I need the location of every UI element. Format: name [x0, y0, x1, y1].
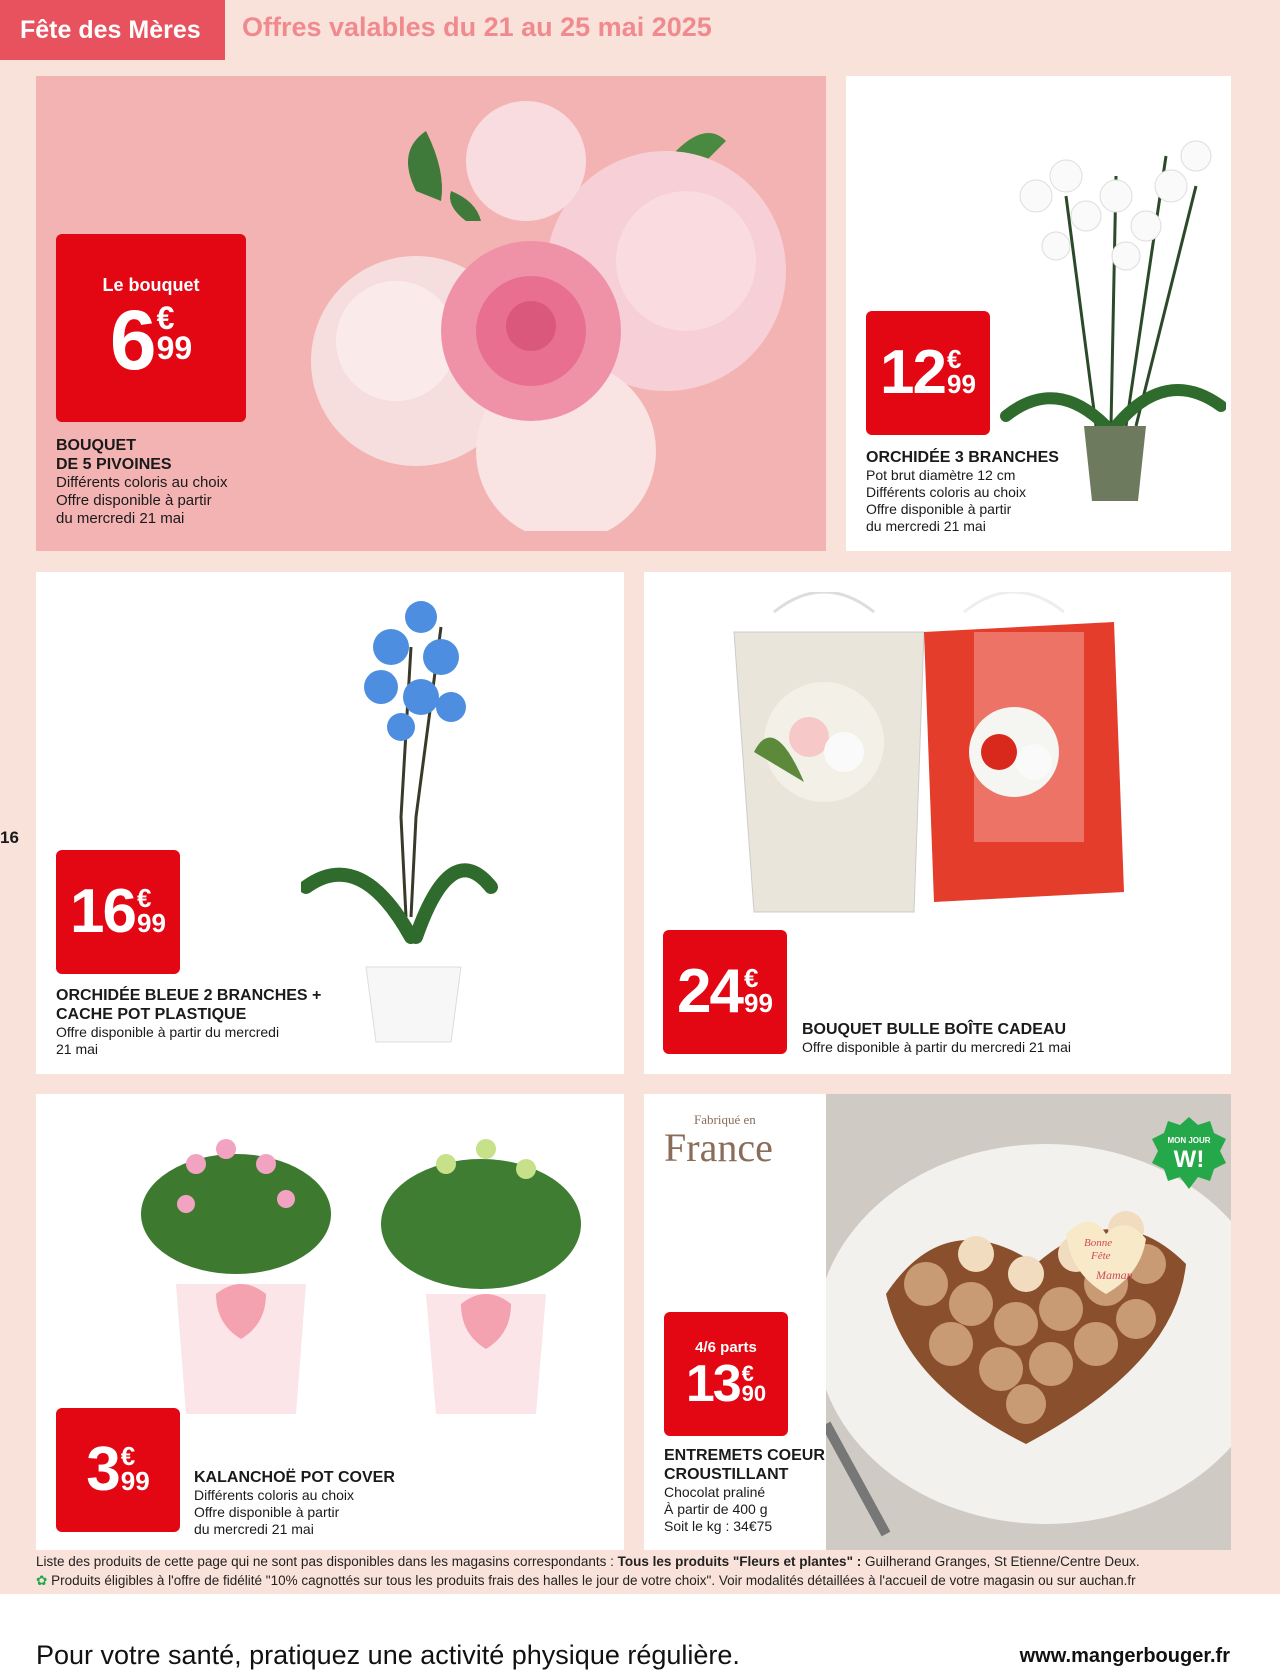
- price-cents: 90: [741, 1381, 767, 1407]
- product-title: CROUSTILLANT: [664, 1466, 789, 1484]
- card-kalanchoe[interactable]: [36, 1094, 624, 1550]
- price-tag-orchidee-3: [866, 311, 990, 435]
- price-integer: 6: [109, 292, 155, 387]
- product-detail: Offre disponible à partir du mercredi 21 mai: [802, 1039, 1071, 1056]
- currency-symbol: €: [137, 883, 152, 913]
- price-cents: 99: [744, 988, 773, 1019]
- product-detail: du mercredi 21 mai: [194, 1520, 314, 1537]
- product-detail: Offre disponible à partir: [866, 500, 1012, 517]
- made-in-france-label: [664, 1112, 773, 1168]
- price-integer: 13: [685, 1354, 740, 1413]
- description-entremets: [664, 1446, 825, 1535]
- currency-symbol: €: [156, 299, 175, 336]
- footnote-text: Produits éligibles à l'offre de fidélité "10% cagnottés sur tous les produits frais des halles le jour de votre choix". Voir modalités détaillées à l'accueil de votre magasin ou sur auchan.fr: [51, 1573, 1136, 1588]
- blue-orchid-image: [301, 587, 551, 1047]
- card-orchidee-3-branches[interactable]: [846, 76, 1231, 551]
- footnote-bold: Tous les produits "Fleurs et plantes" :: [617, 1554, 862, 1569]
- description-bulle: [802, 1020, 1071, 1056]
- price-cents: 99: [156, 330, 193, 367]
- description-orchidee-bleue: [56, 986, 321, 1058]
- price-label: 4/6 parts: [695, 1338, 757, 1356]
- badge-top-text: MON JOUR: [1167, 1136, 1211, 1145]
- product-title: ORCHIDÉE 3 BRANCHES: [866, 449, 1059, 466]
- price-tag-pivoines: [56, 234, 246, 422]
- header-tab: Fête des Mères: [0, 0, 225, 60]
- product-detail: Différents coloris au choix: [56, 474, 228, 492]
- currency-symbol: €: [120, 1441, 136, 1471]
- france-label: France: [664, 1125, 773, 1170]
- product-title: ORCHIDÉE BLEUE 2 BRANCHES +: [56, 987, 322, 1004]
- currency-symbol: €: [947, 344, 962, 374]
- health-message: Pour votre santé, pratiquez une activité physique régulière.: [36, 1640, 740, 1670]
- price-integer: 16: [70, 877, 136, 946]
- product-detail: 21 mai: [56, 1041, 99, 1058]
- price-cents: 99: [137, 908, 166, 939]
- card-pivoines[interactable]: [36, 76, 826, 551]
- description-orchidee-3: [866, 448, 1059, 534]
- peony-bouquet-image: [276, 91, 826, 531]
- offer-dates: Offres valables du 21 au 25 mai 2025: [242, 12, 712, 42]
- gift-box-bouquet-image: [714, 592, 1164, 922]
- product-detail: Offre disponible à partir: [194, 1503, 340, 1520]
- price-integer: 12: [880, 338, 946, 407]
- footnote-text: Liste des produits de cette page qui ne sont pas disponibles dans les magasins correspondants :: [36, 1554, 618, 1569]
- page-number: 16: [0, 828, 19, 847]
- description-kalanchoe: [194, 1468, 395, 1538]
- product-title: DE 5 PIVOINES: [56, 456, 172, 474]
- badge-main-text: W!: [1173, 1146, 1205, 1173]
- footnote-text: Guilherand Granges, St Etienne/Centre Deux.: [861, 1554, 1140, 1569]
- product-title: KALANCHOË POT COVER: [194, 1469, 395, 1486]
- cake-text-line2: Fête: [1091, 1250, 1111, 1262]
- product-detail: Soit le kg : 34€75: [664, 1517, 773, 1534]
- product-detail: du mercredi 21 mai: [56, 510, 185, 528]
- loyalty-leaf-icon: ✿: [36, 1573, 48, 1588]
- price-tag-orchidee-bleue: [56, 850, 180, 974]
- card-orchidee-bleue[interactable]: [36, 572, 624, 1074]
- price-cents: 99: [120, 1466, 150, 1497]
- product-title: CACHE POT PLASTIQUE: [56, 1006, 247, 1024]
- product-detail: Différents coloris au choix: [866, 483, 1027, 500]
- mangerbouger-link[interactable]: www.mangerbouger.fr: [1019, 1645, 1230, 1667]
- currency-symbol: €: [744, 963, 759, 993]
- product-detail: Offre disponible à partir du mercredi: [56, 1024, 280, 1041]
- price-tag-bulle: [663, 930, 787, 1054]
- price-tag-kalanchoe: [56, 1408, 180, 1532]
- product-detail: Différents coloris au choix: [194, 1487, 355, 1504]
- footnote-loyalty: [36, 1573, 1136, 1589]
- made-in-label: Fabriqué en: [694, 1112, 756, 1127]
- product-detail: Offre disponible à partir: [56, 492, 212, 510]
- price-integer: 24: [677, 957, 743, 1026]
- cake-text-line3: Maman: [1096, 1268, 1133, 1282]
- currency-symbol: €: [741, 1360, 754, 1386]
- product-title: BOUQUET BULLE BOÎTE CADEAU: [802, 1021, 1066, 1038]
- product-title: ENTREMETS COEUR: [664, 1447, 825, 1464]
- card-bouquet-bulle[interactable]: [644, 572, 1231, 1074]
- product-detail: Chocolat praliné: [664, 1484, 766, 1501]
- description-pivoines: [56, 436, 227, 528]
- price-tag-entremets: [664, 1312, 788, 1436]
- footnote-availability: [36, 1554, 1140, 1569]
- price-cents: 99: [947, 369, 976, 400]
- product-title: BOUQUET: [56, 437, 136, 454]
- product-detail: du mercredi 21 mai: [866, 517, 986, 534]
- kalanchoe-plants-image: [126, 1124, 606, 1444]
- mon-jour-w-badge: [1150, 1115, 1228, 1193]
- price-label: Le bouquet: [102, 274, 200, 295]
- product-detail: Pot brut diamètre 12 cm: [866, 467, 1016, 484]
- price-integer: 3: [86, 1435, 119, 1504]
- product-detail: À partir de 400 g: [664, 1501, 768, 1518]
- cake-text-line1: Bonne: [1084, 1237, 1113, 1249]
